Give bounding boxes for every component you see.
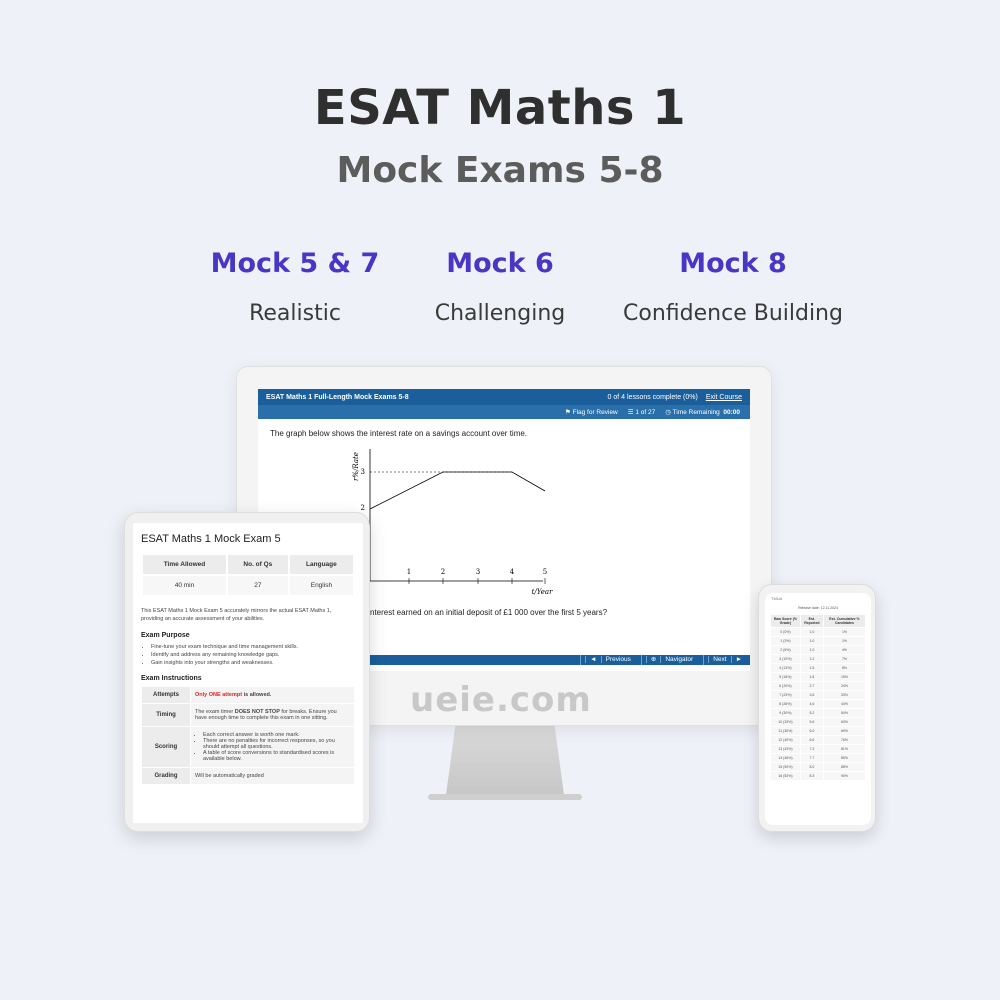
timing-emphasis: DOES NOT STOP	[234, 709, 280, 716]
instructions-table	[141, 686, 355, 785]
table-cell: 0 (0%)	[771, 628, 800, 636]
flag-icon: ⚑	[564, 409, 573, 416]
table-cell: 1.0	[801, 637, 823, 645]
table-row	[771, 637, 865, 645]
table-row	[771, 655, 865, 663]
table-row	[771, 615, 865, 627]
table-cell: 1.0	[801, 646, 823, 654]
table-cell: English	[290, 576, 353, 595]
table-cell: 85%	[824, 754, 865, 762]
previous-label: Previous	[601, 656, 635, 663]
table-cell: 4%	[824, 646, 865, 654]
table-cell: 7.7	[801, 754, 823, 762]
row-label: Attempts	[142, 687, 190, 703]
table-cell: 5.6	[801, 718, 823, 726]
exam-toolbar	[258, 405, 750, 419]
table-cell: 2.7	[801, 682, 823, 690]
table-header: Language	[290, 555, 353, 574]
phone	[758, 584, 876, 832]
table-cell: 6.6	[801, 736, 823, 744]
table-row	[142, 768, 354, 784]
x-tick-label: 1	[406, 568, 412, 576]
exam-info-table	[141, 553, 355, 597]
mock-description: Challenging	[434, 301, 566, 326]
mock-name: Mock 6	[446, 248, 554, 279]
attempts-text: is allowed.	[242, 692, 272, 699]
previous-button[interactable]	[580, 655, 639, 665]
table-cell: 5 (16%)	[771, 673, 800, 681]
table-cell: 16 (53%)	[771, 772, 800, 780]
table-cell: 9 (30%)	[771, 709, 800, 717]
monitor-stand-neck	[446, 725, 564, 795]
clock-icon: ◷	[665, 409, 673, 416]
attempts-emphasis: Only ONE attempt	[195, 692, 243, 699]
mock-name: Mock 8	[679, 248, 787, 279]
table-cell: 33%	[824, 691, 865, 699]
table-cell: 1%	[824, 628, 865, 636]
rate-line	[370, 472, 545, 509]
next-label: Next	[708, 656, 730, 663]
table-row	[771, 673, 865, 681]
watermark: ueie.com	[410, 680, 592, 720]
table-cell: 90%	[824, 772, 865, 780]
table-row	[771, 754, 865, 762]
row-label: Grading	[142, 768, 190, 784]
question-text-2: nterest earned on an initial deposit of £1 000 over the first 5 years?	[370, 608, 608, 617]
mock-description: Confidence Building	[623, 301, 843, 326]
table-cell: 3.6	[801, 691, 823, 699]
table-cell: 4 (13%)	[771, 664, 800, 672]
tablet-screen	[133, 523, 363, 823]
table-row	[771, 718, 865, 726]
table-cell: 63%	[824, 718, 865, 726]
table-cell: 1.0	[801, 628, 823, 636]
table-header: Est. Reported	[801, 615, 823, 627]
page-subtitle: Mock Exams 5-8	[336, 150, 664, 191]
table-row	[142, 727, 354, 767]
table-cell: 24%	[824, 682, 865, 690]
table-cell: 15%	[824, 673, 865, 681]
list-item: • Fine-tune your exam technique and time management skills.	[151, 643, 355, 651]
time-value: 00:00	[723, 409, 740, 416]
exam-title: ESAT Maths 1 Mock Exam 5	[141, 533, 281, 545]
table-cell: 10 (33%)	[771, 718, 800, 726]
table-row	[771, 646, 865, 654]
purpose-heading: Exam Purpose	[141, 631, 190, 639]
table-cell: 4.6	[801, 700, 823, 708]
table-cell: 8%	[824, 664, 865, 672]
purpose-list	[133, 643, 363, 668]
course-progress: 0 of 4 lessons complete (0%)	[607, 393, 698, 401]
instructions-heading: Exam Instructions	[141, 675, 202, 683]
table-cell: 7.3	[801, 745, 823, 753]
table-row	[143, 555, 353, 574]
score-conversion-table	[770, 614, 866, 781]
table-row	[771, 628, 865, 636]
table-cell: 5.2	[801, 709, 823, 717]
table-cell: 8.0	[801, 763, 823, 771]
table-row	[771, 736, 865, 744]
table-row	[771, 664, 865, 672]
y-tick-label: 2	[360, 504, 365, 512]
flag-label: Flag for Review	[572, 409, 618, 416]
arrow-right-icon: ►	[731, 656, 746, 663]
interest-rate-graph	[348, 439, 553, 599]
x-tick-label: 5	[542, 568, 548, 576]
table-row	[771, 763, 865, 771]
table-header: Est. Cumulative % Candidates	[824, 615, 865, 627]
row-label: Timing	[142, 704, 190, 726]
release-date: Release date: 12.11.2024	[798, 606, 838, 610]
table-cell: 44%	[824, 700, 865, 708]
table-row	[142, 687, 354, 703]
list-item: • A table of score conversions to standardised scores is available below.	[203, 750, 350, 762]
mock-name: Mock 5 & 7	[210, 248, 380, 279]
row-value	[191, 687, 354, 703]
row-value	[191, 704, 354, 726]
table-cell: 7 (23%)	[771, 691, 800, 699]
list-item: • Each correct answer is worth one mark.	[203, 732, 350, 738]
table-cell: 6 (20%)	[771, 682, 800, 690]
exit-course-link[interactable]: Exit Course	[705, 393, 742, 401]
course-topbar	[258, 389, 750, 405]
timer	[665, 408, 740, 416]
mock-column-1	[200, 248, 390, 326]
list-item: • Identify and address any remaining knowledge gaps.	[151, 651, 355, 659]
navigator-icon: ⊕	[646, 656, 660, 663]
table-row	[771, 691, 865, 699]
navigator-button[interactable]	[641, 655, 701, 665]
table-cell: 3 (10%)	[771, 655, 800, 663]
x-tick-label: 2	[440, 568, 446, 576]
table-cell: 1%	[824, 637, 865, 645]
row-value	[191, 727, 354, 767]
tablet	[124, 512, 370, 832]
mock-description: Realistic	[249, 301, 341, 326]
x-tick-label: 4	[509, 568, 515, 576]
next-button[interactable]	[703, 655, 750, 665]
table-row	[142, 704, 354, 726]
table-cell: 12 (40%)	[771, 736, 800, 744]
x-tick-label: 3	[475, 568, 481, 576]
timing-text: for breaks. Ensure you have enough time to complete this exam in one sitting.	[195, 709, 337, 722]
table-cell: 14 (46%)	[771, 754, 800, 762]
table-cell: 81%	[824, 745, 865, 753]
table-row	[771, 772, 865, 780]
table-cell: 11 (36%)	[771, 727, 800, 735]
question-count: 1 of 27	[635, 409, 656, 416]
exam-intro: This ESAT Maths 1 Mock Exam 5 accurately mirrors the actual ESAT Maths 1, providing an accurate assessment of your abilities.	[141, 608, 332, 623]
arrow-left-icon: ◄	[585, 656, 600, 663]
table-cell: 13 (43%)	[771, 745, 800, 753]
table-header: No. of Qs	[228, 555, 288, 574]
mock-column-2	[415, 248, 585, 326]
row-label: Scoring	[142, 727, 190, 767]
table-cell: 1.2	[801, 655, 823, 663]
course-title: ESAT Maths 1 Full-Length Mock Exams 5-8	[266, 393, 409, 401]
phone-status: TMUA	[771, 596, 783, 601]
list-item: • There are no penalties for incorrect responses, so you should attempt all questions.	[203, 738, 350, 750]
table-header: Raw Score (% Grade)	[771, 615, 800, 627]
monitor-stand-base	[428, 794, 582, 800]
table-cell: 1 (3%)	[771, 637, 800, 645]
scoring-list	[195, 732, 350, 762]
table-row	[771, 745, 865, 753]
y-axis-label: r%/Rate	[352, 452, 360, 481]
time-label: Time Remaining	[672, 409, 720, 416]
mock-column-3	[610, 248, 856, 326]
table-row	[771, 682, 865, 690]
table-cell: 27	[228, 576, 288, 595]
page-title: ESAT Maths 1	[313, 80, 687, 136]
table-cell: 2 (6%)	[771, 646, 800, 654]
x-axis-label: t/Year	[531, 588, 553, 596]
question-text: The graph below shows the interest rate on a savings account over time.	[270, 429, 528, 438]
table-cell: 8.3	[801, 772, 823, 780]
table-row	[143, 576, 353, 595]
y-tick-label: 3	[360, 468, 365, 476]
exam-nav-buttons	[580, 655, 750, 665]
table-cell: 40 min	[143, 576, 226, 595]
flag-review-button[interactable]	[565, 408, 618, 416]
table-cell: 54%	[824, 709, 865, 717]
table-row	[771, 700, 865, 708]
phone-screen	[765, 593, 871, 825]
table-cell: 15 (50%)	[771, 763, 800, 771]
table-cell: 76%	[824, 736, 865, 744]
table-row	[771, 709, 865, 717]
list-item: • Gain insights into your strengths and weaknesses.	[151, 659, 355, 667]
table-header: Time Allowed	[143, 555, 226, 574]
table-cell: 7%	[824, 655, 865, 663]
table-cell: 1.8	[801, 673, 823, 681]
timing-text: The exam timer	[195, 709, 235, 716]
question-counter	[628, 408, 656, 416]
table-cell: 69%	[824, 727, 865, 735]
table-row	[771, 727, 865, 735]
table-cell: 88%	[824, 763, 865, 771]
list-icon: ☰	[627, 409, 636, 416]
table-cell: 1.5	[801, 664, 823, 672]
navigator-label: Navigator	[660, 656, 697, 663]
table-cell: 8 (26%)	[771, 700, 800, 708]
table-cell: 6.0	[801, 727, 823, 735]
row-value: Will be automatically graded	[191, 768, 354, 784]
